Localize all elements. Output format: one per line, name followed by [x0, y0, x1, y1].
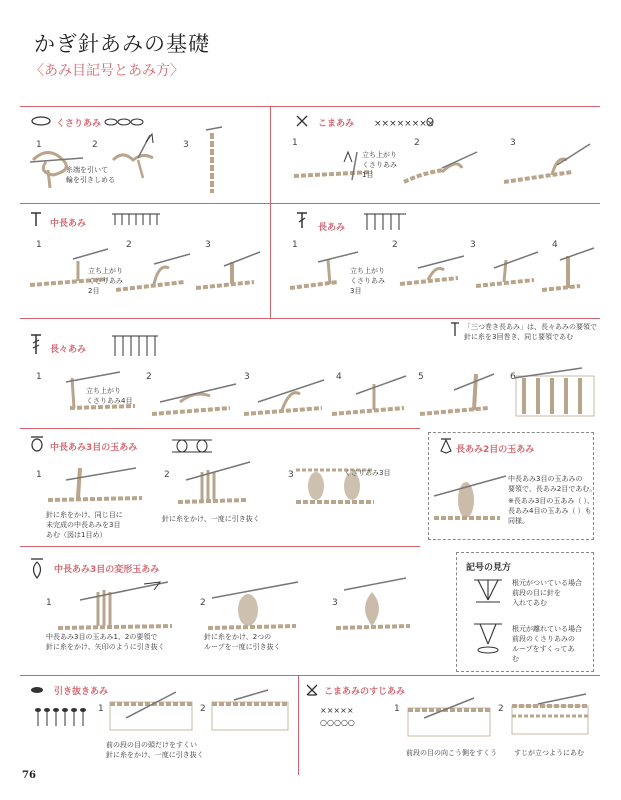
suji-row-symbol-icon: [320, 704, 372, 728]
chunaga-step3-illustration: [194, 246, 264, 296]
step-number: 3: [288, 470, 294, 480]
suji-step2-illustration: [508, 692, 592, 740]
step-number: 1: [36, 140, 42, 150]
divider-row5: [20, 546, 420, 547]
chain-symbol-icon: [30, 116, 52, 126]
section-label-kigou: 記号の見方: [466, 563, 512, 573]
page-title: かぎ針あみの基礎: [34, 32, 210, 56]
step-number: 2: [92, 140, 98, 150]
section-label-chunaga-tama: 中長あみ3目の玉あみ: [50, 443, 138, 453]
chunaga-tama-note3: くさりあみ3目: [344, 469, 391, 477]
step-number: 1: [36, 240, 42, 250]
dc-puff-symbol-icon: [440, 438, 452, 454]
chunaga-note: 立ち上がり くさりあみ 2目: [88, 267, 123, 295]
naganaga-step2-illustration: [150, 372, 240, 420]
page-subtitle: 〈あみ目記号とあみ方〉: [30, 63, 184, 79]
section-label-chunaga: 中長あみ: [50, 219, 87, 229]
step-number: 2: [200, 598, 206, 608]
step-number: 1: [36, 470, 42, 480]
divider-row2: [20, 203, 600, 204]
naga-step2-illustration: [398, 248, 470, 298]
chunaga-row-symbol-icon: [110, 212, 162, 226]
divider-row6: [20, 675, 600, 676]
naga-note: 立ち上がり くさりあみ 3目: [350, 267, 385, 295]
section-label-naganaga: 長々あみ: [50, 345, 87, 355]
separated-base-symbol-icon: [470, 622, 506, 658]
naganaga-tip: 「三つ巻き長あみ」は、長々あみの要領で 針に糸を3回巻き、同じ要領であむ: [464, 323, 597, 341]
chunaga-step2-illustration: [114, 248, 194, 298]
half-double-symbol-icon: [30, 212, 42, 226]
step-number: 3: [470, 240, 476, 250]
slip-stitch-symbol-icon: [30, 686, 44, 694]
divider-row4: [20, 428, 420, 429]
step-number: 2: [414, 138, 420, 148]
hikinuki-step2-illustration: [208, 688, 292, 736]
step-number: 1: [394, 704, 400, 714]
naganaga-step3-illustration: [242, 372, 328, 422]
naga-step3-illustration: [474, 246, 544, 296]
single-crochet-symbol-icon: [296, 115, 308, 127]
step-number: 2: [498, 704, 504, 714]
koma-note: 立ち上がり くさりあみ 1目: [362, 151, 397, 179]
step-number: 3: [205, 240, 211, 250]
chunaga-tama-step1-illustration: [46, 458, 146, 506]
naganaga-step5-illustration: [418, 360, 498, 422]
henkei-note2: 針に糸をかけ、2つの ループを一度に引き抜く: [204, 633, 281, 651]
chunaga-tama-step2-illustration: [176, 460, 256, 506]
treble-crochet-symbol-icon: [30, 334, 42, 354]
section-label-hikinuki: 引き抜きあみ: [54, 687, 109, 697]
henkei-step2-illustration: [206, 578, 302, 632]
step-number: 1: [46, 598, 52, 608]
step-number: 6: [510, 372, 516, 382]
naganaga-note: 立ち上がり くさりあみ4目: [86, 387, 133, 405]
step-number: 2: [164, 470, 170, 480]
hikinuki-note: 前の段の目の頭だけをすくい 針に糸をかけ、一度に引き抜く: [106, 741, 204, 759]
divider-row3: [20, 318, 600, 319]
kusari-step2-illustration: [108, 130, 178, 180]
chain-row-symbol-icon: [104, 117, 144, 127]
koma-row-symbol-icon: [374, 117, 434, 127]
svg-text:×××××: ×××××: [320, 706, 354, 715]
hikinuki-step1-illustration: [106, 688, 196, 736]
step-number: 2: [126, 240, 132, 250]
henkei-step3-illustration: [334, 576, 414, 632]
naga-step4-illustration: [540, 246, 598, 298]
chunaga-tama-note1: 針に糸をかけ、同じ目に 未完成の中長あみを3目 あむ（図は1目め）: [46, 511, 123, 539]
puff-stitch-symbol-icon: [30, 436, 44, 452]
step-number: 1: [292, 240, 298, 250]
step-number: 3: [244, 372, 250, 382]
section-label-kusari: くさりあみ: [56, 119, 102, 129]
step-number: 1: [36, 372, 42, 382]
step-number: 3: [510, 138, 516, 148]
naga-tama-illustration: [430, 462, 510, 528]
naganaga-step4-illustration: [330, 370, 410, 422]
koma-step2-illustration: [402, 148, 482, 190]
step-number: 2: [392, 240, 398, 250]
step-number: 2: [200, 704, 206, 714]
suji-step1-illustration: [404, 694, 494, 740]
svg-text:××××××××: ××××××××: [374, 119, 435, 129]
suji-note2: すじが立つようにあむ: [514, 749, 584, 757]
kusari-step3-illustration: [192, 125, 232, 197]
koma-step3-illustration: [502, 140, 592, 190]
step-number: 3: [183, 140, 189, 150]
back-loop-sc-symbol-icon: [306, 684, 318, 696]
henkei-step1-illustration: [56, 578, 176, 632]
step-number: 5: [418, 372, 424, 382]
page-number: 76: [22, 770, 36, 781]
step-number: 3: [332, 598, 338, 608]
section-label-koma: こまあみ: [318, 119, 355, 129]
step-number: 1: [98, 704, 104, 714]
divider-vertical-top: [270, 106, 271, 318]
divider-row1: [20, 106, 600, 107]
step-number: 4: [552, 240, 558, 250]
section-label-henkei-tama: 中長あみ3目の変形玉あみ: [54, 565, 160, 575]
triple-treble-symbol-icon: [450, 322, 460, 336]
step-number: 2: [146, 372, 152, 382]
section-label-suji: こまあみのすじあみ: [324, 687, 406, 697]
step-number: 1: [292, 138, 298, 148]
step-number: 4: [336, 372, 342, 382]
kusari-note: 糸端を引いて 輪を引きしめる: [66, 166, 115, 184]
naga-tama-note2: ※長あみ3目の玉あみ（ ）、 長あみ4目の玉あみ（ ）も 同様。: [508, 497, 595, 525]
kigou-note1: 根元がついている場合 前段の目に針を 入れてあむ: [512, 579, 582, 607]
modified-puff-symbol-icon: [30, 558, 44, 580]
henkei-note1: 中長あみ3目の玉あみ1、2の要領で 針に糸をかけ、矢印のように引き抜く: [46, 633, 165, 651]
attached-base-symbol-icon: [470, 578, 506, 608]
kigou-note2: 根元が離れている場合 前段のくさりあみの ループをすくってあ む: [512, 625, 582, 663]
naga-tama-note: 中長あみ3目の玉あみの 要領で、長あみ2目であむ。: [508, 475, 597, 493]
naganaga-step6-illustration: [512, 364, 598, 420]
section-label-naga: 長あみ: [318, 223, 346, 233]
naga-row-symbol-icon: [362, 212, 408, 232]
slip-row-symbol-icon: [32, 706, 88, 730]
naganaga-row-symbol-icon: [110, 334, 160, 358]
svg-text:○○○○○: ○○○○○: [320, 718, 355, 727]
section-label-naga-tama: 長あみ2目の玉あみ: [456, 445, 535, 455]
divider-vertical-bottom: [298, 675, 299, 775]
chunaga-tama-note2: 針に糸をかけ、一度に引き抜く: [162, 515, 260, 523]
suji-note1: 前段の目の向こう側をすくう: [406, 749, 497, 757]
double-crochet-symbol-icon: [296, 212, 308, 228]
puff-row-symbol-icon: [170, 438, 214, 454]
